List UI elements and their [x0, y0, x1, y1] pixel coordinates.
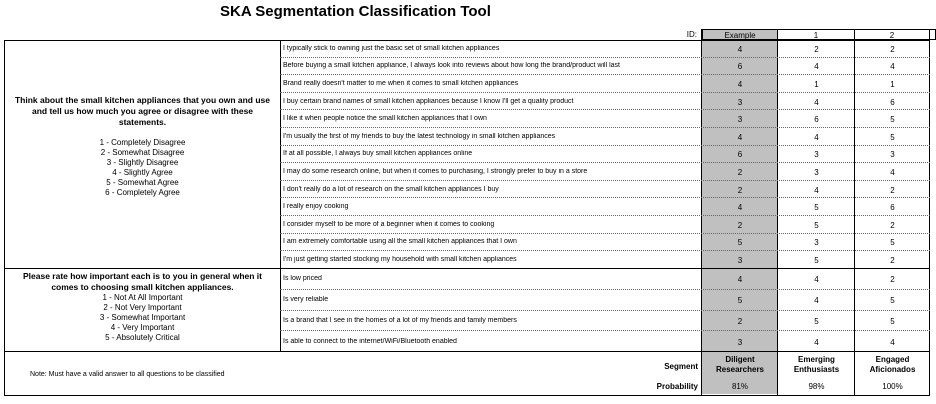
answer-cell-2[interactable]: 5 — [890, 132, 895, 142]
answer-cell-example[interactable]: 3 — [737, 256, 743, 265]
instruction-box-importance — [4, 268, 281, 352]
scale-item: 2 - Somewhat Disagree — [100, 148, 185, 157]
answer-cell-example[interactable]: 2 — [737, 168, 743, 177]
answer-cell-2[interactable]: 6 — [890, 203, 895, 213]
answer-cell-1[interactable]: 4 — [814, 132, 819, 142]
answer-cell-2[interactable]: 1 — [890, 80, 895, 89]
question-text: I consider myself to be more of a beginner when it comes to cooking — [283, 220, 495, 228]
scale-item: 1 - Completely Disagree — [99, 138, 186, 147]
row-divider — [280, 92, 930, 93]
row-divider — [280, 109, 930, 110]
question-text: Is low priced — [283, 275, 322, 283]
answer-cell-example[interactable]: 6 — [737, 62, 743, 72]
probability-example: 81% — [731, 382, 748, 391]
scale-item: 5 - Absolutely Critical — [105, 333, 180, 342]
answer-cell-2[interactable]: 5 — [890, 316, 895, 326]
answer-cell-2[interactable]: 2 — [890, 256, 895, 265]
answer-cell-example[interactable]: 2 — [737, 316, 743, 326]
page-title: SKA Segmentation Classification Tool — [220, 3, 491, 20]
row-divider — [280, 180, 930, 181]
scale-item: 6 - Completely Agree — [105, 188, 180, 197]
question-text: I typically stick to owning just the basic set of small kitchen appliances — [283, 44, 500, 52]
question-text: I am extremely comfortable using all the small kitchen appliances that I own — [283, 238, 517, 246]
answer-cell-example[interactable]: 3 — [737, 337, 743, 347]
answer-cell-2[interactable]: 6 — [890, 97, 895, 107]
answer-cell-1[interactable]: 5 — [814, 220, 819, 230]
question-text: I'm just getting started stocking my household with small kitchen appliances — [283, 256, 517, 263]
probability-2: 100% — [882, 382, 903, 391]
answer-cell-example[interactable]: 6 — [737, 150, 743, 160]
segment-1: Emerging Enthusiasts — [793, 355, 840, 374]
answer-cell-example[interactable]: 4 — [737, 275, 743, 285]
answer-cell-2[interactable]: 2 — [890, 275, 895, 285]
question-text: Is able to connect to the internet/WiFi/Bluetooth enabled — [283, 337, 457, 345]
answer-cell-1[interactable]: 5 — [814, 203, 819, 213]
segment-2: Engaged Aficionados — [869, 355, 916, 374]
answer-cell-2[interactable]: 4 — [890, 168, 895, 177]
answer-cell-1[interactable]: 4 — [814, 337, 819, 347]
question-text: I like it when people notice the small kitchen appliances that I own — [283, 115, 487, 123]
row-divider — [280, 330, 930, 331]
probability-label: Probability — [656, 382, 698, 391]
validation-note: Note: Must have a valid answer to all questions to be classified — [30, 371, 225, 378]
column-header-1[interactable]: 1 — [778, 29, 855, 40]
segment-label: Segment — [664, 362, 698, 371]
answer-cell-example[interactable]: 5 — [737, 296, 743, 306]
answer-cell-2[interactable]: 2 — [890, 44, 895, 54]
question-text: If at all possible, I always buy small kitchen appliances online — [283, 150, 473, 158]
row-divider — [280, 310, 930, 311]
row-divider — [280, 250, 930, 251]
answer-cell-1[interactable]: 3 — [814, 238, 819, 248]
id-label: ID: — [686, 30, 697, 39]
answer-cell-1[interactable]: 4 — [814, 275, 819, 285]
section1-heading: Think about the small kitchen appliances that you own and use and tell us how much you agree or disagree with these statements. — [14, 95, 271, 127]
scale-item: 3 - Slightly Disagree — [106, 158, 179, 167]
answer-cell-1[interactable]: 5 — [814, 316, 819, 326]
row-divider — [280, 74, 930, 75]
answer-cell-example[interactable]: 4 — [737, 80, 743, 89]
answer-cell-2[interactable]: 5 — [890, 296, 895, 306]
answer-cell-example[interactable]: 4 — [737, 44, 743, 54]
answer-cell-1[interactable]: 3 — [814, 168, 819, 177]
question-text: I don't really do a lot of research on the small kitchen appliances I buy — [283, 185, 499, 193]
answer-cell-1[interactable]: 1 — [814, 80, 819, 89]
answer-cell-1[interactable]: 4 — [814, 62, 819, 72]
answer-cell-2[interactable]: 2 — [890, 220, 895, 230]
column-header-2[interactable]: 2 — [855, 29, 930, 40]
section-divider — [280, 268, 930, 269]
segment-example: Diligent Researchers — [715, 355, 765, 374]
probability-1: 98% — [808, 382, 825, 391]
answer-cell-2[interactable]: 3 — [890, 150, 895, 160]
answer-cell-example[interactable]: 2 — [737, 185, 743, 195]
question-text: Is a brand that I see in the homes of a lot of my friends and family members — [283, 316, 517, 324]
answer-cell-1[interactable]: 4 — [814, 296, 819, 306]
row-divider — [280, 289, 930, 290]
answer-cell-1[interactable]: 4 — [814, 185, 819, 195]
row-divider — [280, 215, 930, 216]
question-text: I may do some research online, but when it comes to purchasing, I strongly prefer to buy in a store — [283, 168, 588, 175]
section1-scale — [11, 138, 274, 198]
row-divider — [280, 197, 930, 198]
scale-item: 1 - Not At All Important — [102, 293, 183, 302]
scale-item: 5 - Somewhat Agree — [106, 178, 179, 187]
row-divider — [280, 145, 930, 146]
answer-cell-2[interactable]: 5 — [890, 238, 895, 248]
row-divider — [280, 162, 930, 163]
question-text: Is very reliable — [283, 296, 329, 304]
answer-cell-example[interactable]: 5 — [737, 238, 743, 248]
answer-cell-example[interactable]: 4 — [737, 132, 743, 142]
column-header-3[interactable] — [930, 29, 936, 40]
answer-cell-example[interactable]: 4 — [737, 203, 743, 213]
column-header-example[interactable]: Example — [702, 29, 778, 40]
section2-scale — [11, 293, 274, 343]
scale-item: 4 - Slightly Agree — [112, 168, 173, 177]
scale-item: 4 - Very Important — [110, 323, 175, 332]
question-text: Before buying a small kitchen appliance, I always look into reviews about how long the brand/product will last — [283, 62, 620, 70]
question-text: I buy certain brand names of small kitchen appliances because I know I'll get a quality product — [283, 97, 574, 105]
answer-cell-2[interactable]: 2 — [890, 185, 895, 195]
answer-cell-2[interactable]: 4 — [890, 62, 895, 72]
answer-cell-1[interactable]: 3 — [814, 150, 819, 160]
instruction-box-agree — [4, 40, 281, 269]
answer-cell-1[interactable]: 4 — [814, 97, 819, 107]
row-divider — [280, 57, 930, 58]
answer-cell-1[interactable]: 2 — [814, 44, 819, 54]
question-text: I'm usually the first of my friends to buy the latest technology in small kitchen appliances — [283, 132, 556, 140]
row-divider — [280, 127, 930, 128]
answer-cell-example[interactable]: 3 — [737, 97, 743, 107]
answer-cell-2[interactable]: 5 — [890, 115, 895, 125]
section2-heading: Please rate how important each is to you in general when it comes to choosing small kitchen appliances. — [22, 271, 262, 292]
row-divider — [280, 233, 930, 234]
answer-cell-2[interactable]: 4 — [890, 337, 895, 347]
answer-cell-1[interactable]: 5 — [814, 256, 819, 265]
question-text: Brand really doesn't matter to me when it comes to small kitchen appliances — [283, 80, 519, 87]
question-text: I really enjoy cooking — [283, 203, 349, 211]
answer-cell-1[interactable]: 6 — [814, 115, 819, 125]
scale-item: 3 - Somewhat Important — [99, 313, 186, 322]
answer-cell-example[interactable]: 2 — [737, 220, 743, 230]
answer-cell-example[interactable]: 3 — [737, 115, 743, 125]
scale-item: 2 - Not Very Important — [103, 303, 182, 312]
